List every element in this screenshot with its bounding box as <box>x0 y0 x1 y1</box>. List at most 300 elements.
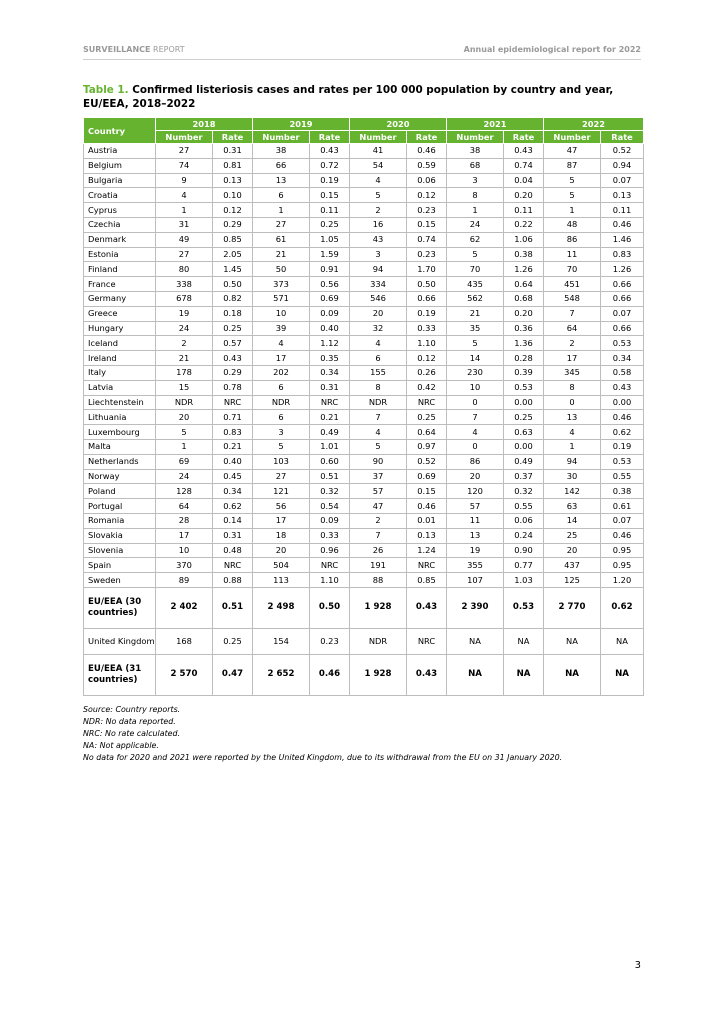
rate-header: Rate <box>504 131 544 144</box>
rate-cell: 0.42 <box>407 380 447 395</box>
rate-cell: 0.40 <box>310 321 350 336</box>
number-cell: 3 <box>350 247 407 262</box>
table-row <box>84 262 644 277</box>
number-cell: 4 <box>253 336 310 351</box>
rate-cell: 0.83 <box>213 425 253 440</box>
rate-cell: 0.56 <box>310 277 350 292</box>
table-row <box>84 173 644 188</box>
number-cell: 20 <box>544 543 601 558</box>
rate-cell: 0.72 <box>310 158 350 173</box>
number-cell: 5 <box>544 173 601 188</box>
table-row <box>84 558 644 573</box>
table-row <box>84 380 644 395</box>
listeriosis-table <box>83 117 644 696</box>
number-cell: 17 <box>253 351 310 366</box>
number-cell: 6 <box>350 351 407 366</box>
table-row <box>84 499 644 514</box>
number-cell: 128 <box>156 484 213 499</box>
country-cell: Cyprus <box>84 203 156 218</box>
rate-cell: 0.12 <box>407 188 447 203</box>
number-cell: 5 <box>544 188 601 203</box>
rate-cell: 0.14 <box>213 513 253 528</box>
rate-cell: 0.63 <box>504 425 544 440</box>
rate-cell: 0.23 <box>310 628 350 654</box>
number-cell: 2 770 <box>544 587 601 628</box>
rate-cell: 0.00 <box>504 395 544 410</box>
number-cell: 345 <box>544 365 601 380</box>
rate-cell: 0.07 <box>601 306 644 321</box>
number-cell: 5 <box>253 439 310 454</box>
country-cell: Latvia <box>84 380 156 395</box>
number-cell: 571 <box>253 291 310 306</box>
rate-cell: 1.10 <box>407 336 447 351</box>
rate-cell: 0.45 <box>213 469 253 484</box>
number-cell: 4 <box>350 173 407 188</box>
table-number: Table 1. <box>83 84 129 96</box>
number-cell: 7 <box>350 528 407 543</box>
number-cell: 546 <box>350 291 407 306</box>
rate-cell: 0.66 <box>601 291 644 306</box>
rate-cell: 0.25 <box>407 410 447 425</box>
number-cell: 86 <box>544 232 601 247</box>
rate-cell: 0.24 <box>504 528 544 543</box>
number-cell: NDR <box>350 628 407 654</box>
number-cell: 20 <box>447 469 504 484</box>
rate-cell: 0.55 <box>504 499 544 514</box>
table-row <box>84 203 644 218</box>
number-cell: 20 <box>156 410 213 425</box>
table-row <box>84 336 644 351</box>
report-series-bold: SURVEILLANCE <box>83 45 151 54</box>
number-header: Number <box>156 131 213 144</box>
rate-cell: 0.95 <box>601 558 644 573</box>
number-cell: 142 <box>544 484 601 499</box>
number-cell: NDR <box>350 395 407 410</box>
number-cell: NA <box>447 628 504 654</box>
rate-cell: 0.46 <box>407 144 447 159</box>
number-cell: 2 570 <box>156 654 213 695</box>
country-cell: Italy <box>84 365 156 380</box>
number-cell: 88 <box>350 573 407 588</box>
number-cell: 90 <box>350 454 407 469</box>
number-cell: 1 928 <box>350 654 407 695</box>
table-row <box>84 277 644 292</box>
number-cell: 1 928 <box>350 587 407 628</box>
table-row <box>84 454 644 469</box>
rate-cell: 0.26 <box>407 365 447 380</box>
eu-eea-31-total-row <box>84 654 644 695</box>
rate-cell: 0.81 <box>213 158 253 173</box>
number-cell: 1 <box>156 203 213 218</box>
rate-cell: 0.11 <box>310 203 350 218</box>
country-cell: Ireland <box>84 351 156 366</box>
rate-cell: 0.04 <box>504 173 544 188</box>
rate-cell: 0.55 <box>601 469 644 484</box>
number-cell: 32 <box>350 321 407 336</box>
rate-header: Rate <box>407 131 447 144</box>
country-cell: Iceland <box>84 336 156 351</box>
country-cell: Greece <box>84 306 156 321</box>
table-row <box>84 247 644 262</box>
rate-cell: 0.13 <box>601 188 644 203</box>
rate-cell: 0.06 <box>407 173 447 188</box>
rate-cell: 0.43 <box>407 654 447 695</box>
rate-cell: 0.96 <box>310 543 350 558</box>
rate-cell: 0.68 <box>504 291 544 306</box>
rate-cell: 0.52 <box>601 144 644 159</box>
number-cell: 355 <box>447 558 504 573</box>
rate-cell: 0.23 <box>407 247 447 262</box>
number-cell: 10 <box>253 306 310 321</box>
rate-cell: 0.43 <box>310 144 350 159</box>
number-cell: 0 <box>447 395 504 410</box>
country-cell: United Kingdom <box>84 628 156 654</box>
number-cell: 31 <box>156 217 213 232</box>
rate-cell: 0.06 <box>504 513 544 528</box>
country-cell: Germany <box>84 291 156 306</box>
country-cell: Estonia <box>84 247 156 262</box>
rate-cell: 0.69 <box>310 291 350 306</box>
country-cell: Belgium <box>84 158 156 173</box>
report-series-rest: REPORT <box>150 45 185 54</box>
table-row <box>84 469 644 484</box>
number-cell: 2 498 <box>253 587 310 628</box>
rate-cell: 1.03 <box>504 573 544 588</box>
rate-cell: 0.40 <box>213 454 253 469</box>
number-cell: 1 <box>544 203 601 218</box>
country-cell: Hungary <box>84 321 156 336</box>
rate-cell: 0.59 <box>407 158 447 173</box>
table-row <box>84 291 644 306</box>
number-cell: 8 <box>350 380 407 395</box>
rate-cell: 0.25 <box>310 217 350 232</box>
number-cell: 87 <box>544 158 601 173</box>
number-cell: 64 <box>156 499 213 514</box>
number-cell: 338 <box>156 277 213 292</box>
rate-cell: 0.12 <box>213 203 253 218</box>
number-cell: 10 <box>156 543 213 558</box>
table-caption <box>83 83 643 111</box>
number-cell: 25 <box>544 528 601 543</box>
rate-cell: 0.51 <box>213 587 253 628</box>
rate-cell: 0.83 <box>601 247 644 262</box>
number-cell: 4 <box>447 425 504 440</box>
rate-cell: 0.29 <box>213 217 253 232</box>
number-cell: 63 <box>544 499 601 514</box>
number-cell: 562 <box>447 291 504 306</box>
number-cell: 2 <box>156 336 213 351</box>
number-cell: 19 <box>156 306 213 321</box>
rate-cell: 0.94 <box>601 158 644 173</box>
number-cell: 125 <box>544 573 601 588</box>
number-cell: 202 <box>253 365 310 380</box>
rate-cell: 0.43 <box>601 380 644 395</box>
number-cell: 1 <box>447 203 504 218</box>
rate-cell: 0.69 <box>407 469 447 484</box>
rate-cell: 0.46 <box>310 654 350 695</box>
table-row <box>84 351 644 366</box>
rate-cell: 1.45 <box>213 262 253 277</box>
number-cell: 16 <box>350 217 407 232</box>
number-cell: 120 <box>447 484 504 499</box>
table-title: Confirmed listeriosis cases and rates per 100 000 population by country and year, EU/EEA, 2018–2022 <box>83 84 614 110</box>
rate-cell: NRC <box>407 395 447 410</box>
table-row <box>84 439 644 454</box>
country-cell: Bulgaria <box>84 173 156 188</box>
rate-cell: 0.53 <box>504 380 544 395</box>
rate-cell: NA <box>504 628 544 654</box>
number-cell: 74 <box>156 158 213 173</box>
number-cell: 62 <box>447 232 504 247</box>
number-cell: 80 <box>156 262 213 277</box>
number-cell: 0 <box>544 395 601 410</box>
number-cell: 68 <box>447 158 504 173</box>
rate-cell: 0.25 <box>213 628 253 654</box>
rate-cell: NA <box>504 654 544 695</box>
number-cell: 14 <box>544 513 601 528</box>
rate-cell: 0.90 <box>504 543 544 558</box>
rate-cell: 0.19 <box>601 439 644 454</box>
table-row <box>84 217 644 232</box>
number-cell: NA <box>544 654 601 695</box>
number-cell: NA <box>544 628 601 654</box>
rate-cell: 0.50 <box>407 277 447 292</box>
table-row <box>84 158 644 173</box>
number-cell: 5 <box>447 247 504 262</box>
number-cell: 38 <box>253 144 310 159</box>
rate-cell: 0.20 <box>504 306 544 321</box>
rate-cell: 0.71 <box>213 410 253 425</box>
country-cell: EU/EEA (31 countries) <box>84 654 156 695</box>
rate-cell: 1.05 <box>310 232 350 247</box>
country-cell: Norway <box>84 469 156 484</box>
number-cell: 28 <box>156 513 213 528</box>
table-row <box>84 484 644 499</box>
number-cell: 27 <box>156 144 213 159</box>
number-cell: 41 <box>350 144 407 159</box>
country-cell: Austria <box>84 144 156 159</box>
table-row <box>84 425 644 440</box>
number-cell: 154 <box>253 628 310 654</box>
rate-cell: 0.34 <box>213 484 253 499</box>
number-cell: 35 <box>447 321 504 336</box>
number-cell: 2 <box>544 336 601 351</box>
number-cell: 8 <box>447 188 504 203</box>
rate-cell: 0.38 <box>504 247 544 262</box>
number-cell: 113 <box>253 573 310 588</box>
number-cell: NDR <box>156 395 213 410</box>
rate-cell: 0.28 <box>504 351 544 366</box>
table-row <box>84 232 644 247</box>
number-cell: 178 <box>156 365 213 380</box>
rate-cell: NA <box>601 628 644 654</box>
rate-cell: 0.91 <box>310 262 350 277</box>
number-cell: 2 <box>350 203 407 218</box>
rate-cell: 0.33 <box>407 321 447 336</box>
rate-cell: 0.50 <box>310 587 350 628</box>
rate-cell: 0.35 <box>310 351 350 366</box>
number-cell: 3 <box>447 173 504 188</box>
number-cell: 8 <box>544 380 601 395</box>
report-series <box>83 45 185 54</box>
number-cell: 64 <box>544 321 601 336</box>
rate-cell: 1.46 <box>601 232 644 247</box>
rate-cell: 0.57 <box>213 336 253 351</box>
country-cell: Luxembourg <box>84 425 156 440</box>
rate-cell: 0.46 <box>407 499 447 514</box>
number-cell: 48 <box>544 217 601 232</box>
rate-cell: 0.20 <box>504 188 544 203</box>
rate-header: Rate <box>310 131 350 144</box>
number-header: Number <box>544 131 601 144</box>
rate-cell: 0.31 <box>310 380 350 395</box>
rate-cell: 0.36 <box>504 321 544 336</box>
rate-cell: 1.01 <box>310 439 350 454</box>
rate-cell: 0.49 <box>310 425 350 440</box>
rate-cell: 0.19 <box>310 173 350 188</box>
rate-cell: 0.07 <box>601 513 644 528</box>
rate-cell: 0.95 <box>601 543 644 558</box>
number-header: Number <box>447 131 504 144</box>
number-cell: 27 <box>156 247 213 262</box>
running-header <box>83 45 641 60</box>
rate-cell: 0.15 <box>310 188 350 203</box>
number-cell: 66 <box>253 158 310 173</box>
rate-cell: 0.18 <box>213 306 253 321</box>
rate-cell: 0.50 <box>213 277 253 292</box>
rate-cell: 0.11 <box>504 203 544 218</box>
country-cell: Denmark <box>84 232 156 247</box>
rate-cell: 0.53 <box>504 587 544 628</box>
country-cell: Czechia <box>84 217 156 232</box>
rate-cell: NRC <box>310 395 350 410</box>
note-line: No data for 2020 and 2021 were reported by the United Kingdom, due to its withdrawal from the EU on 31 January 2020. <box>83 753 563 762</box>
rate-cell: 1.06 <box>504 232 544 247</box>
number-cell: 19 <box>447 543 504 558</box>
rate-cell: 0.01 <box>407 513 447 528</box>
number-cell: 0 <box>447 439 504 454</box>
number-cell: 678 <box>156 291 213 306</box>
number-cell: 5 <box>447 336 504 351</box>
year-header: 2019 <box>253 118 350 131</box>
number-cell: 86 <box>447 454 504 469</box>
year-header: 2018 <box>156 118 253 131</box>
rate-cell: 0.15 <box>407 217 447 232</box>
number-cell: 57 <box>350 484 407 499</box>
number-cell: 2 390 <box>447 587 504 628</box>
rate-cell: 0.60 <box>310 454 350 469</box>
eu-eea-30-total-row <box>84 587 644 628</box>
rate-cell: 1.26 <box>504 262 544 277</box>
number-header: Number <box>350 131 407 144</box>
number-cell: 373 <box>253 277 310 292</box>
note-line: Source: Country reports. <box>83 705 181 714</box>
number-cell: 10 <box>447 380 504 395</box>
rate-cell: 0.85 <box>213 232 253 247</box>
rate-cell: 0.62 <box>601 587 644 628</box>
number-cell: 47 <box>350 499 407 514</box>
rate-cell: NRC <box>213 395 253 410</box>
number-header: Number <box>253 131 310 144</box>
number-cell: 20 <box>253 543 310 558</box>
number-cell: 435 <box>447 277 504 292</box>
country-cell: Liechtenstein <box>84 395 156 410</box>
note-line: NDR: No data reported. <box>83 717 176 726</box>
rate-cell: 1.59 <box>310 247 350 262</box>
number-cell: 2 652 <box>253 654 310 695</box>
year-header: 2022 <box>544 118 644 131</box>
rate-cell: 0.74 <box>407 232 447 247</box>
country-cell: Croatia <box>84 188 156 203</box>
number-cell: 21 <box>156 351 213 366</box>
report-name: Annual epidemiological report for 2022 <box>463 45 641 54</box>
rate-cell: 0.25 <box>504 410 544 425</box>
rate-cell: 0.09 <box>310 513 350 528</box>
table-row <box>84 188 644 203</box>
page-number: 3 <box>634 960 641 971</box>
rate-cell: 0.46 <box>601 217 644 232</box>
rate-cell: 0.22 <box>504 217 544 232</box>
rate-cell: 0.58 <box>601 365 644 380</box>
rate-cell: 0.15 <box>407 484 447 499</box>
table-row <box>84 513 644 528</box>
rate-cell: 0.32 <box>310 484 350 499</box>
rate-cell: 0.61 <box>601 499 644 514</box>
rate-cell: 0.78 <box>213 380 253 395</box>
number-cell: 20 <box>350 306 407 321</box>
country-cell: EU/EEA (30 countries) <box>84 587 156 628</box>
rate-cell: 0.64 <box>504 277 544 292</box>
country-cell: Malta <box>84 439 156 454</box>
rate-cell: 0.12 <box>407 351 447 366</box>
rate-cell: 0.23 <box>407 203 447 218</box>
table-row <box>84 365 644 380</box>
rate-cell: 0.31 <box>213 528 253 543</box>
rate-cell: 1.10 <box>310 573 350 588</box>
country-cell: Netherlands <box>84 454 156 469</box>
number-cell: 230 <box>447 365 504 380</box>
country-header: Country <box>84 118 156 144</box>
number-cell: 548 <box>544 291 601 306</box>
rate-cell: 0.64 <box>407 425 447 440</box>
year-header: 2020 <box>350 118 447 131</box>
rate-cell: NRC <box>213 558 253 573</box>
number-cell: 1 <box>253 203 310 218</box>
rate-cell: 0.38 <box>601 484 644 499</box>
rate-cell: 0.66 <box>601 321 644 336</box>
rate-cell: 0.43 <box>504 144 544 159</box>
number-cell: 2 402 <box>156 587 213 628</box>
rate-cell: 0.54 <box>310 499 350 514</box>
note-line: NRC: No rate calculated. <box>83 729 181 738</box>
rate-cell: 0.09 <box>310 306 350 321</box>
number-cell: 155 <box>350 365 407 380</box>
number-cell: 27 <box>253 469 310 484</box>
number-cell: 5 <box>156 425 213 440</box>
rate-cell: 0.00 <box>601 395 644 410</box>
rate-cell: 0.37 <box>504 469 544 484</box>
rate-cell: 0.51 <box>310 469 350 484</box>
country-cell: Poland <box>84 484 156 499</box>
number-cell: 94 <box>544 454 601 469</box>
number-cell: 504 <box>253 558 310 573</box>
rate-cell: 0.07 <box>601 173 644 188</box>
number-cell: 14 <box>447 351 504 366</box>
number-cell: 2 <box>350 513 407 528</box>
number-cell: NA <box>447 654 504 695</box>
country-cell: Spain <box>84 558 156 573</box>
number-cell: 3 <box>253 425 310 440</box>
